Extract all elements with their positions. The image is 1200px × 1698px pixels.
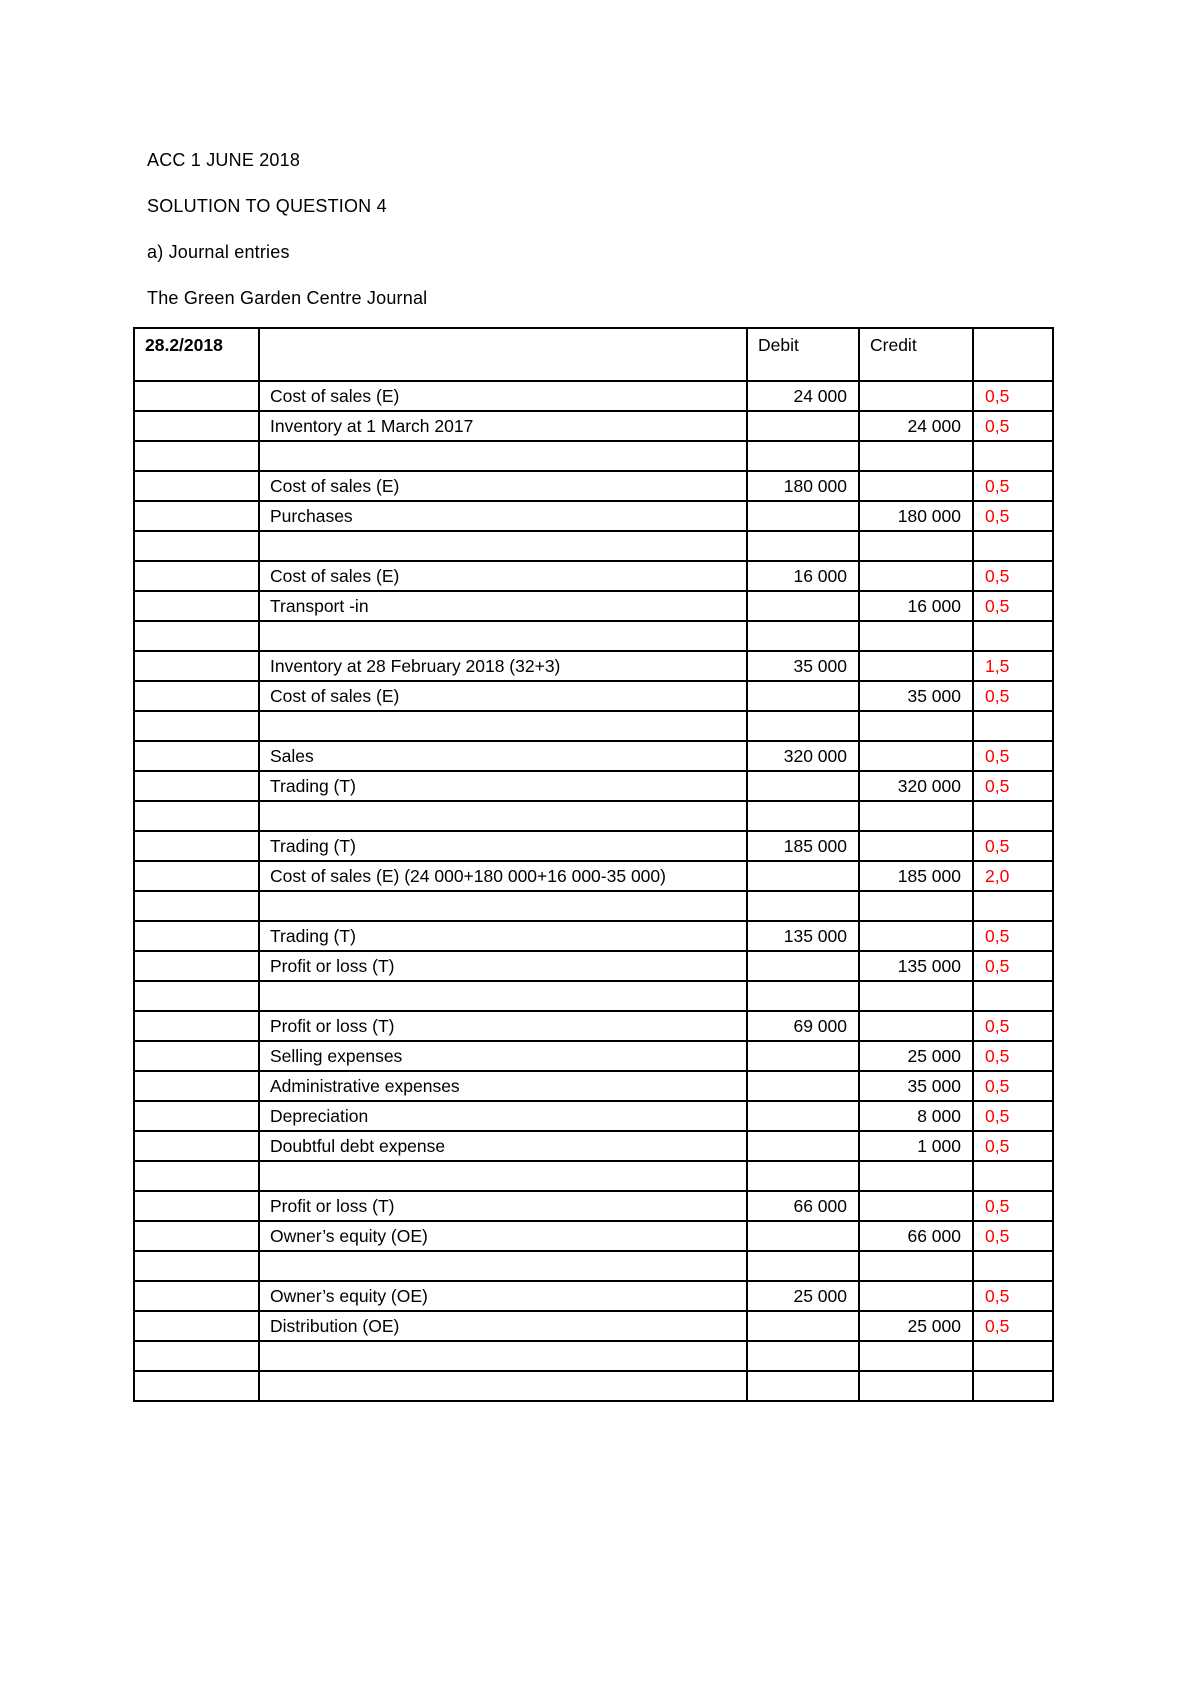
debit-cell xyxy=(747,1041,859,1071)
description-cell: Owner’s equity (OE) xyxy=(259,1281,747,1311)
description-cell: Cost of sales (E) (24 000+180 000+16 000-35 000) xyxy=(259,861,747,891)
credit-cell: 35 000 xyxy=(859,681,973,711)
marks-cell xyxy=(973,1251,1053,1281)
marks-cell: 0,5 xyxy=(973,1041,1053,1071)
marks-cell: 1,5 xyxy=(973,651,1053,681)
credit-cell xyxy=(859,441,973,471)
date-cell xyxy=(134,861,259,891)
credit-cell: 24 000 xyxy=(859,411,973,441)
table-row xyxy=(134,741,1053,771)
description-cell xyxy=(259,891,747,921)
description-cell: Owner’s equity (OE) xyxy=(259,1221,747,1251)
date-cell xyxy=(134,1371,259,1401)
debit-cell: 320 000 xyxy=(747,741,859,771)
debit-cell xyxy=(747,861,859,891)
credit-cell xyxy=(859,1371,973,1401)
credit-cell xyxy=(859,891,973,921)
credit-cell xyxy=(859,801,973,831)
date-cell xyxy=(134,1341,259,1371)
credit-cell xyxy=(859,1341,973,1371)
debit-cell: 24 000 xyxy=(747,381,859,411)
marks-cell xyxy=(973,711,1053,741)
marks-cell: 0,5 xyxy=(973,1281,1053,1311)
header-marks xyxy=(973,328,1053,381)
credit-cell: 8 000 xyxy=(859,1101,973,1131)
table-row xyxy=(134,441,1053,471)
debit-cell xyxy=(747,1071,859,1101)
marks-cell: 0,5 xyxy=(973,1011,1053,1041)
credit-cell: 185 000 xyxy=(859,861,973,891)
date-cell xyxy=(134,501,259,531)
table-row xyxy=(134,531,1053,561)
section-heading: a) Journal entries xyxy=(147,242,290,262)
table-row xyxy=(134,591,1053,621)
credit-cell: 25 000 xyxy=(859,1311,973,1341)
description-cell: Trading (T) xyxy=(259,921,747,951)
debit-cell xyxy=(747,1251,859,1281)
table-row xyxy=(134,1371,1053,1401)
marks-cell xyxy=(973,441,1053,471)
debit-cell xyxy=(747,1161,859,1191)
description-cell: Cost of sales (E) xyxy=(259,561,747,591)
date-cell xyxy=(134,591,259,621)
marks-cell xyxy=(973,1161,1053,1191)
marks-cell: 0,5 xyxy=(973,501,1053,531)
table-row xyxy=(134,1161,1053,1191)
description-cell: Profit or loss (T) xyxy=(259,1011,747,1041)
marks-cell: 0,5 xyxy=(973,411,1053,441)
marks-cell: 0,5 xyxy=(973,1101,1053,1131)
credit-cell xyxy=(859,981,973,1011)
table-row xyxy=(134,951,1053,981)
description-cell xyxy=(259,711,747,741)
table-row xyxy=(134,561,1053,591)
description-cell xyxy=(259,801,747,831)
date-cell xyxy=(134,471,259,501)
table-row xyxy=(134,1341,1053,1371)
date-cell xyxy=(134,411,259,441)
table-row xyxy=(134,1251,1053,1281)
description-cell: Trading (T) xyxy=(259,831,747,861)
description-cell xyxy=(259,1341,747,1371)
credit-cell: 180 000 xyxy=(859,501,973,531)
description-cell: Cost of sales (E) xyxy=(259,471,747,501)
table-row xyxy=(134,831,1053,861)
debit-cell xyxy=(747,441,859,471)
date-cell xyxy=(134,801,259,831)
date-cell xyxy=(134,711,259,741)
debit-cell xyxy=(747,801,859,831)
table-row xyxy=(134,1191,1053,1221)
description-cell xyxy=(259,1371,747,1401)
date-cell xyxy=(134,381,259,411)
debit-cell xyxy=(747,711,859,741)
table-row xyxy=(134,771,1053,801)
date-cell xyxy=(134,1161,259,1191)
debit-cell xyxy=(747,891,859,921)
marks-cell: 0,5 xyxy=(973,591,1053,621)
description-cell xyxy=(259,531,747,561)
marks-cell xyxy=(973,981,1053,1011)
debit-cell xyxy=(747,531,859,561)
table-row xyxy=(134,1041,1053,1071)
credit-cell xyxy=(859,531,973,561)
credit-cell xyxy=(859,651,973,681)
date-cell xyxy=(134,1011,259,1041)
table-row xyxy=(134,681,1053,711)
table-row xyxy=(134,651,1053,681)
description-cell: Inventory at 1 March 2017 xyxy=(259,411,747,441)
debit-cell xyxy=(747,591,859,621)
table-row xyxy=(134,1281,1053,1311)
debit-cell xyxy=(747,1371,859,1401)
description-cell: Cost of sales (E) xyxy=(259,681,747,711)
header-debit: Debit xyxy=(747,328,859,381)
marks-cell xyxy=(973,621,1053,651)
date-cell xyxy=(134,771,259,801)
marks-cell: 0,5 xyxy=(973,1191,1053,1221)
marks-cell: 2,0 xyxy=(973,861,1053,891)
credit-cell xyxy=(859,1251,973,1281)
date-cell xyxy=(134,951,259,981)
marks-cell: 0,5 xyxy=(973,1071,1053,1101)
table-row xyxy=(134,981,1053,1011)
table-row xyxy=(134,471,1053,501)
marks-cell xyxy=(973,1341,1053,1371)
document-title: ACC 1 JUNE 2018 xyxy=(147,150,301,170)
description-cell: Selling expenses xyxy=(259,1041,747,1071)
marks-cell: 0,5 xyxy=(973,741,1053,771)
credit-cell xyxy=(859,741,973,771)
table-row xyxy=(134,1131,1053,1161)
description-cell xyxy=(259,621,747,651)
debit-cell xyxy=(747,1131,859,1161)
credit-cell: 25 000 xyxy=(859,1041,973,1071)
marks-cell: 0,5 xyxy=(973,951,1053,981)
debit-cell: 16 000 xyxy=(747,561,859,591)
date-cell xyxy=(134,1191,259,1221)
marks-cell: 0,5 xyxy=(973,681,1053,711)
debit-cell xyxy=(747,411,859,441)
credit-cell xyxy=(859,1281,973,1311)
debit-cell xyxy=(747,951,859,981)
description-cell: Sales xyxy=(259,741,747,771)
marks-cell xyxy=(973,531,1053,561)
date-cell xyxy=(134,1251,259,1281)
header-date: 28.2/2018 xyxy=(134,328,259,381)
table-row xyxy=(134,411,1053,441)
debit-cell: 135 000 xyxy=(747,921,859,951)
description-cell: Depreciation xyxy=(259,1101,747,1131)
marks-cell: 0,5 xyxy=(973,831,1053,861)
journal-table xyxy=(133,327,1054,1402)
date-cell xyxy=(134,831,259,861)
date-cell xyxy=(134,1221,259,1251)
date-cell xyxy=(134,1131,259,1161)
description-cell: Distribution (OE) xyxy=(259,1311,747,1341)
debit-cell: 69 000 xyxy=(747,1011,859,1041)
marks-cell: 0,5 xyxy=(973,921,1053,951)
credit-cell: 1 000 xyxy=(859,1131,973,1161)
description-cell xyxy=(259,1161,747,1191)
debit-cell xyxy=(747,771,859,801)
table-row xyxy=(134,621,1053,651)
credit-cell xyxy=(859,711,973,741)
date-cell xyxy=(134,1101,259,1131)
table-row xyxy=(134,891,1053,921)
document-subtitle: SOLUTION TO QUESTION 4 xyxy=(147,196,387,216)
description-cell: Profit or loss (T) xyxy=(259,951,747,981)
table-row xyxy=(134,1221,1053,1251)
marks-cell: 0,5 xyxy=(973,471,1053,501)
credit-cell xyxy=(859,381,973,411)
date-cell xyxy=(134,561,259,591)
date-cell xyxy=(134,1311,259,1341)
table-row xyxy=(134,1071,1053,1101)
table-row xyxy=(134,1311,1053,1341)
description-cell xyxy=(259,981,747,1011)
debit-cell xyxy=(747,501,859,531)
header-description xyxy=(259,328,747,381)
credit-cell xyxy=(859,921,973,951)
description-cell: Transport -in xyxy=(259,591,747,621)
debit-cell: 185 000 xyxy=(747,831,859,861)
table-row xyxy=(134,921,1053,951)
debit-cell xyxy=(747,621,859,651)
description-cell: Cost of sales (E) xyxy=(259,381,747,411)
date-cell xyxy=(134,891,259,921)
date-cell xyxy=(134,981,259,1011)
debit-cell xyxy=(747,981,859,1011)
description-cell: Inventory at 28 February 2018 (32+3) xyxy=(259,651,747,681)
date-cell xyxy=(134,1041,259,1071)
table-row xyxy=(134,381,1053,411)
date-cell xyxy=(134,1071,259,1101)
marks-cell: 0,5 xyxy=(973,381,1053,411)
credit-cell xyxy=(859,621,973,651)
debit-cell: 180 000 xyxy=(747,471,859,501)
table-header-row xyxy=(134,328,1053,381)
marks-cell xyxy=(973,801,1053,831)
date-cell xyxy=(134,1281,259,1311)
date-cell xyxy=(134,651,259,681)
description-cell: Purchases xyxy=(259,501,747,531)
debit-cell xyxy=(747,1311,859,1341)
marks-cell: 0,5 xyxy=(973,771,1053,801)
debit-cell: 35 000 xyxy=(747,651,859,681)
description-cell xyxy=(259,441,747,471)
marks-cell: 0,5 xyxy=(973,1311,1053,1341)
description-cell: Doubtful debt expense xyxy=(259,1131,747,1161)
date-cell xyxy=(134,681,259,711)
table-row xyxy=(134,1101,1053,1131)
date-cell xyxy=(134,921,259,951)
table-row xyxy=(134,711,1053,741)
credit-cell: 35 000 xyxy=(859,1071,973,1101)
journal-title: The Green Garden Centre Journal xyxy=(147,288,428,308)
debit-cell xyxy=(747,681,859,711)
description-cell xyxy=(259,1251,747,1281)
description-cell: Profit or loss (T) xyxy=(259,1191,747,1221)
debit-cell xyxy=(747,1221,859,1251)
table-row xyxy=(134,861,1053,891)
date-cell xyxy=(134,621,259,651)
credit-cell: 66 000 xyxy=(859,1221,973,1251)
marks-cell xyxy=(973,1371,1053,1401)
credit-cell: 135 000 xyxy=(859,951,973,981)
credit-cell xyxy=(859,1161,973,1191)
credit-cell xyxy=(859,1011,973,1041)
credit-cell xyxy=(859,831,973,861)
table-row xyxy=(134,1011,1053,1041)
marks-cell xyxy=(973,891,1053,921)
table-row xyxy=(134,801,1053,831)
date-cell xyxy=(134,441,259,471)
credit-cell xyxy=(859,561,973,591)
credit-cell xyxy=(859,471,973,501)
debit-cell xyxy=(747,1341,859,1371)
credit-cell xyxy=(859,1191,973,1221)
header-credit: Credit xyxy=(859,328,973,381)
table-row xyxy=(134,501,1053,531)
description-cell: Administrative expenses xyxy=(259,1071,747,1101)
marks-cell: 0,5 xyxy=(973,561,1053,591)
debit-cell: 25 000 xyxy=(747,1281,859,1311)
debit-cell: 66 000 xyxy=(747,1191,859,1221)
date-cell xyxy=(134,741,259,771)
debit-cell xyxy=(747,1101,859,1131)
credit-cell: 16 000 xyxy=(859,591,973,621)
credit-cell: 320 000 xyxy=(859,771,973,801)
date-cell xyxy=(134,531,259,561)
marks-cell: 0,5 xyxy=(973,1131,1053,1161)
description-cell: Trading (T) xyxy=(259,771,747,801)
marks-cell: 0,5 xyxy=(973,1221,1053,1251)
